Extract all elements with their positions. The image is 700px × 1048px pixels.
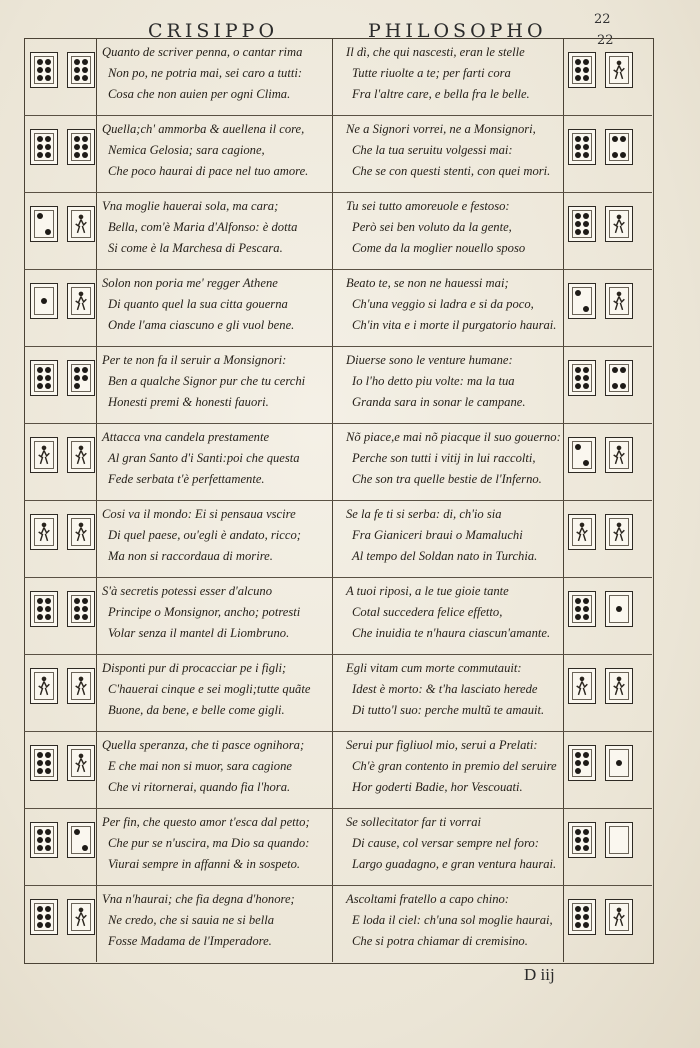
die-pips-icon [605, 822, 633, 858]
verse-line: Disponti pur di procacciar pe i figli; [102, 661, 287, 675]
verse-line: Volar senza il mantel di Liombruno. [108, 626, 290, 640]
verse-line: Che la tua seruitu volgessi mai: [352, 143, 513, 157]
page-number: 22 [594, 12, 611, 27]
right-verse-cell [334, 115, 652, 192]
figure-icon [73, 905, 89, 929]
dice-pair [568, 822, 633, 858]
verse-line: Al gran Santo d'i Santi:poi che questa [108, 451, 300, 465]
verse-line: Cotal succedera felice effetto, [352, 605, 503, 619]
figure-icon [611, 674, 627, 698]
die-figure-icon [30, 514, 58, 550]
verse-line: Principe o Monsignor, ancho; potresti [108, 605, 301, 619]
die-pips-icon [30, 822, 58, 858]
verse-row [24, 500, 652, 577]
verse-line: Che se con questi stenti, con quei mori. [352, 164, 551, 178]
die-figure-icon [605, 52, 633, 88]
die-pips-icon [568, 129, 596, 165]
tercet [346, 504, 537, 567]
die-figure-icon [67, 437, 95, 473]
figure-icon [73, 443, 89, 467]
verse-row [24, 731, 652, 808]
figure-icon [611, 58, 627, 82]
verse-line: Egli vitam cum morte commutauit: [346, 661, 522, 675]
verse-line: Quella;ch' ammorba & auellena il core, [102, 122, 305, 136]
tercet [346, 658, 544, 721]
die-figure-icon [67, 514, 95, 550]
verse-line: Buone, da bene, e belle come gigli. [108, 703, 285, 717]
row-rule [24, 885, 652, 886]
verse-line: Ne a Signori vorrei, ne a Monsignori, [346, 122, 536, 136]
die-pips-icon [30, 129, 58, 165]
die-figure-icon [605, 668, 633, 704]
verse-line: Si come è la Marchesa di Pescara. [108, 241, 283, 255]
die-figure-icon [605, 206, 633, 242]
die-pips-icon [605, 129, 633, 165]
row-rule [24, 808, 652, 809]
running-head-left: CRISIPPO [148, 20, 279, 42]
left-verse-cell [24, 38, 334, 115]
row-rule [24, 500, 652, 501]
figure-icon [574, 674, 590, 698]
die-pips-icon [568, 822, 596, 858]
die-pips-icon [30, 745, 58, 781]
right-verse-cell [334, 885, 652, 962]
figure-icon [36, 674, 52, 698]
die-pips-icon [605, 360, 633, 396]
die-pips-icon [568, 437, 596, 473]
verse-line: E che mai non si muor, sara cagione [108, 759, 292, 773]
verse-line: Ne credo, che si sauia ne si bella [108, 913, 275, 927]
verse-line: Però sei ben voluto da la gente, [352, 220, 512, 234]
dice-pair [30, 206, 95, 242]
dice-pair [30, 591, 95, 627]
dice-pair [568, 514, 633, 550]
verse-line: Che vi ritornerai, quando fia l'hora. [108, 780, 291, 794]
verse-line: Granda sara in sonar le campane. [352, 395, 526, 409]
tercet [102, 42, 302, 105]
die-pips-icon [30, 591, 58, 627]
die-pips-icon [67, 822, 95, 858]
tercet [102, 735, 304, 798]
dice-pair [30, 899, 95, 935]
verse-line: Bella, com'è Maria d'Alfonso: è dotta [108, 220, 298, 234]
die-pips-icon [605, 591, 633, 627]
die-figure-icon [67, 668, 95, 704]
dice-pair [30, 745, 95, 781]
dice-pair [30, 283, 95, 319]
right-verse-cell [334, 346, 652, 423]
left-verse-cell [24, 269, 334, 346]
verse-row [24, 115, 652, 192]
left-verse-cell [24, 731, 334, 808]
figure-icon [611, 289, 627, 313]
right-verse-cell [334, 808, 652, 885]
dice-pair [568, 129, 633, 165]
verse-row [24, 192, 652, 269]
verse-line: Ch'è gran contento in premio del seruire [352, 759, 557, 773]
dice-pair [568, 668, 633, 704]
verse-line: Cosa che non auien per ogni Clima. [108, 87, 291, 101]
verse-line: Di tutto'l suo: perche multũ te amauit. [352, 703, 545, 717]
die-figure-icon [568, 514, 596, 550]
figure-icon [73, 751, 89, 775]
verse-line: Fra Gianiceri braui o Mamaluchi [352, 528, 523, 542]
die-figure-icon [30, 437, 58, 473]
dice-pair [568, 283, 633, 319]
verse-line: Vna n'haurai; che fia degna d'honore; [102, 892, 295, 906]
verse-line: Ascoltami fratello a capo chino: [346, 892, 509, 906]
verse-line: Se la fe ti si serba: di, ch'io sia [346, 507, 502, 521]
tercet [346, 42, 530, 105]
verse-line: Perche son tutti i vitij in lui raccolti, [352, 451, 536, 465]
verse-line: Fosse Madama de l'Imperadore. [108, 934, 272, 948]
tercet [346, 196, 525, 259]
die-pips-icon [30, 283, 58, 319]
figure-icon [73, 289, 89, 313]
verse-line: Fede serbata t'è perfettamente. [108, 472, 265, 486]
dice-pair [30, 360, 95, 396]
tercet [102, 889, 295, 952]
left-verse-cell [24, 115, 334, 192]
die-pips-icon [30, 206, 58, 242]
die-figure-icon [67, 206, 95, 242]
tercet [102, 658, 310, 721]
row-rule [24, 115, 652, 116]
right-verse-cell [334, 500, 652, 577]
verse-line: Quanto de scriver penna, o cantar rima [102, 45, 303, 59]
right-verse-cell [334, 654, 652, 731]
verse-row [24, 423, 652, 500]
right-verse-cell [334, 38, 652, 115]
right-verse-cell [334, 423, 652, 500]
dice-pair [568, 591, 633, 627]
verse-row [24, 654, 652, 731]
verse-line: Al tempo del Soldan nato in Turchia. [352, 549, 538, 563]
verse-line: Come da la moglier nouello sposo [352, 241, 526, 255]
figure-icon [611, 905, 627, 929]
verse-row [24, 885, 652, 962]
verse-line: Per te non fa il seruir a Monsignori: [102, 353, 287, 367]
die-pips-icon [568, 52, 596, 88]
verse-line: Viurai sempre in affanni & in sospeto. [108, 857, 301, 871]
verse-line: Beato te, se non ne hauessi mai; [346, 276, 509, 290]
tercet [346, 119, 550, 182]
verse-line: Che inuidia te n'haura ciascun'amante. [352, 626, 551, 640]
dice-pair [30, 437, 95, 473]
verse-line: Onde l'ama ciascuno e gli vuol bene. [108, 318, 295, 332]
die-pips-icon [568, 206, 596, 242]
row-rule [24, 423, 652, 424]
dice-pair [568, 360, 633, 396]
right-verse-cell [334, 269, 652, 346]
dice-pair [568, 745, 633, 781]
tercet [346, 889, 553, 952]
verse-line: Per fin, che questo amor t'esca dal petto; [102, 815, 310, 829]
dice-pair [568, 899, 633, 935]
verse-line: Se sollecitator far ti vorrai [346, 815, 482, 829]
verse-row [24, 808, 652, 885]
die-figure-icon [30, 668, 58, 704]
verse-line: E loda il ciel: ch'una sol moglie haurai, [352, 913, 553, 927]
verse-row [24, 346, 652, 423]
row-rule [24, 731, 652, 732]
die-figure-icon [605, 283, 633, 319]
figure-icon [36, 520, 52, 544]
verse-line: Che si potra chiamar di cremisino. [352, 934, 528, 948]
verse-line: Di quel paese, ou'egli è andato, ricco; [108, 528, 301, 542]
die-figure-icon [568, 668, 596, 704]
verse-line: Ben a qualche Signor pur che tu cerchi [108, 374, 306, 388]
right-verse-cell [334, 192, 652, 269]
signature-mark: D iij [524, 965, 555, 984]
die-pips-icon [568, 745, 596, 781]
left-verse-cell [24, 192, 334, 269]
figure-icon [574, 520, 590, 544]
verse-line: C'hauerai cinque e sei mogli;tutte quãte [108, 682, 311, 696]
verse-line: Cosi va il mondo: Ei si pensaua vscire [102, 507, 296, 521]
verse-line: Hor goderti Badie, hor Vescouati. [352, 780, 523, 794]
die-figure-icon [67, 283, 95, 319]
row-rule [24, 269, 652, 270]
die-figure-icon [605, 514, 633, 550]
verse-line: Di quanto quel la sua citta gouerna [108, 297, 288, 311]
verse-row [24, 577, 652, 654]
tercet [102, 350, 305, 413]
figure-icon [611, 212, 627, 236]
die-pips-icon [30, 52, 58, 88]
verse-line: Nemica Gelosia; sara cagione, [108, 143, 265, 157]
verse-line: Che poco haurai di pace nel tuo amore. [108, 164, 309, 178]
verse-line: Non po, ne potria mai, sei caro a tutti: [108, 66, 303, 80]
dice-pair [568, 52, 633, 88]
die-figure-icon [67, 745, 95, 781]
right-verse-cell [334, 577, 652, 654]
dice-pair [568, 437, 633, 473]
die-pips-icon [67, 52, 95, 88]
dice-pair [568, 206, 633, 242]
tercet [346, 273, 556, 336]
die-pips-icon [67, 360, 95, 396]
verse-row [24, 38, 652, 115]
dice-pair [30, 514, 95, 550]
dice-pair [30, 668, 95, 704]
verse-line: Solon non poria me' regger Athene [102, 276, 278, 290]
verse-line: Ch'una veggio si ladra e si da poco, [352, 297, 534, 311]
figure-icon [611, 520, 627, 544]
left-verse-cell [24, 500, 334, 577]
die-pips-icon [67, 591, 95, 627]
tercet [102, 812, 310, 875]
die-pips-icon [30, 899, 58, 935]
verse-row [24, 269, 652, 346]
verse-line: Honesti premi & honesti fauori. [108, 395, 269, 409]
row-rule [24, 346, 652, 347]
verse-line: Largo guadagno, e gran ventura haurai. [352, 857, 557, 871]
running-head-right: PHILOSOPHO [368, 20, 547, 42]
left-verse-cell [24, 654, 334, 731]
tercet [102, 581, 300, 644]
left-verse-cell [24, 577, 334, 654]
verse-line: Io l'ho detto piu volte: ma la tua [352, 374, 515, 388]
figure-icon [36, 443, 52, 467]
dice-pair [30, 129, 95, 165]
verse-line: Quella speranza, che ti pasce ognihora; [102, 738, 305, 752]
verse-line: Serui pur figliuol mio, serui a Prelati: [346, 738, 538, 752]
tercet [346, 581, 550, 644]
die-pips-icon [605, 745, 633, 781]
left-verse-cell [24, 346, 334, 423]
tercet [102, 504, 301, 567]
dice-pair [30, 52, 95, 88]
verse-line: Che pur se n'uscira, ma Dio sa quando: [108, 836, 310, 850]
verse-line: Ma non si raccordaua di morire. [108, 549, 273, 563]
left-verse-cell [24, 885, 334, 962]
verse-line: A tuoi riposi, a le tue gioie tante [346, 584, 509, 598]
page-number-secondary: 22 [597, 33, 614, 48]
verse-line: Idest è morto: & t'ha lasciato herede [352, 682, 538, 696]
verse-line: Nõ piace,e mai nõ piacque il suo gouerno: [346, 430, 561, 444]
die-figure-icon [605, 437, 633, 473]
verse-line: Attacca vna candela prestamente [102, 430, 270, 444]
right-verse-cell [334, 731, 652, 808]
verse-line: Vna moglie hauerai sola, ma cara; [102, 199, 279, 213]
verse-line: Il dì, che qui nascesti, eran le stelle [346, 45, 525, 59]
die-pips-icon [568, 591, 596, 627]
verse-line: Ch'in vita e i morte il purgatorio haurai. [352, 318, 557, 332]
die-figure-icon [67, 899, 95, 935]
verse-line: Di cause, col versar sempre nel foro: [352, 836, 539, 850]
verse-line: Che son tra quelle bestie de l'Inferno. [352, 472, 542, 486]
verse-line: Diuerse sono le venture humane: [346, 353, 513, 367]
row-rule [24, 192, 652, 193]
row-rule [24, 577, 652, 578]
tercet [102, 427, 300, 490]
figure-icon [73, 212, 89, 236]
verse-line: S'à secretis potessi esser d'alcuno [102, 584, 273, 598]
tercet [346, 350, 526, 413]
die-pips-icon [568, 360, 596, 396]
left-verse-cell [24, 808, 334, 885]
die-pips-icon [30, 360, 58, 396]
tercet [102, 119, 308, 182]
left-verse-cell [24, 423, 334, 500]
verse-line: Fra l'altre care, e bella fra le belle. [352, 87, 530, 101]
die-pips-icon [568, 899, 596, 935]
figure-icon [73, 674, 89, 698]
die-pips-icon [67, 129, 95, 165]
tercet [346, 812, 556, 875]
tercet [102, 196, 297, 259]
tercet [346, 735, 557, 798]
row-rule [24, 654, 652, 655]
dice-pair [30, 822, 95, 858]
figure-icon [611, 443, 627, 467]
die-figure-icon [605, 899, 633, 935]
tercet [346, 427, 561, 490]
tercet [102, 273, 294, 336]
verse-line: Tutte riuolte a te; per farti cora [352, 66, 511, 80]
die-pips-icon [568, 283, 596, 319]
verse-line: Tu sei tutto amoreuole e festoso: [346, 199, 510, 213]
figure-icon [73, 520, 89, 544]
